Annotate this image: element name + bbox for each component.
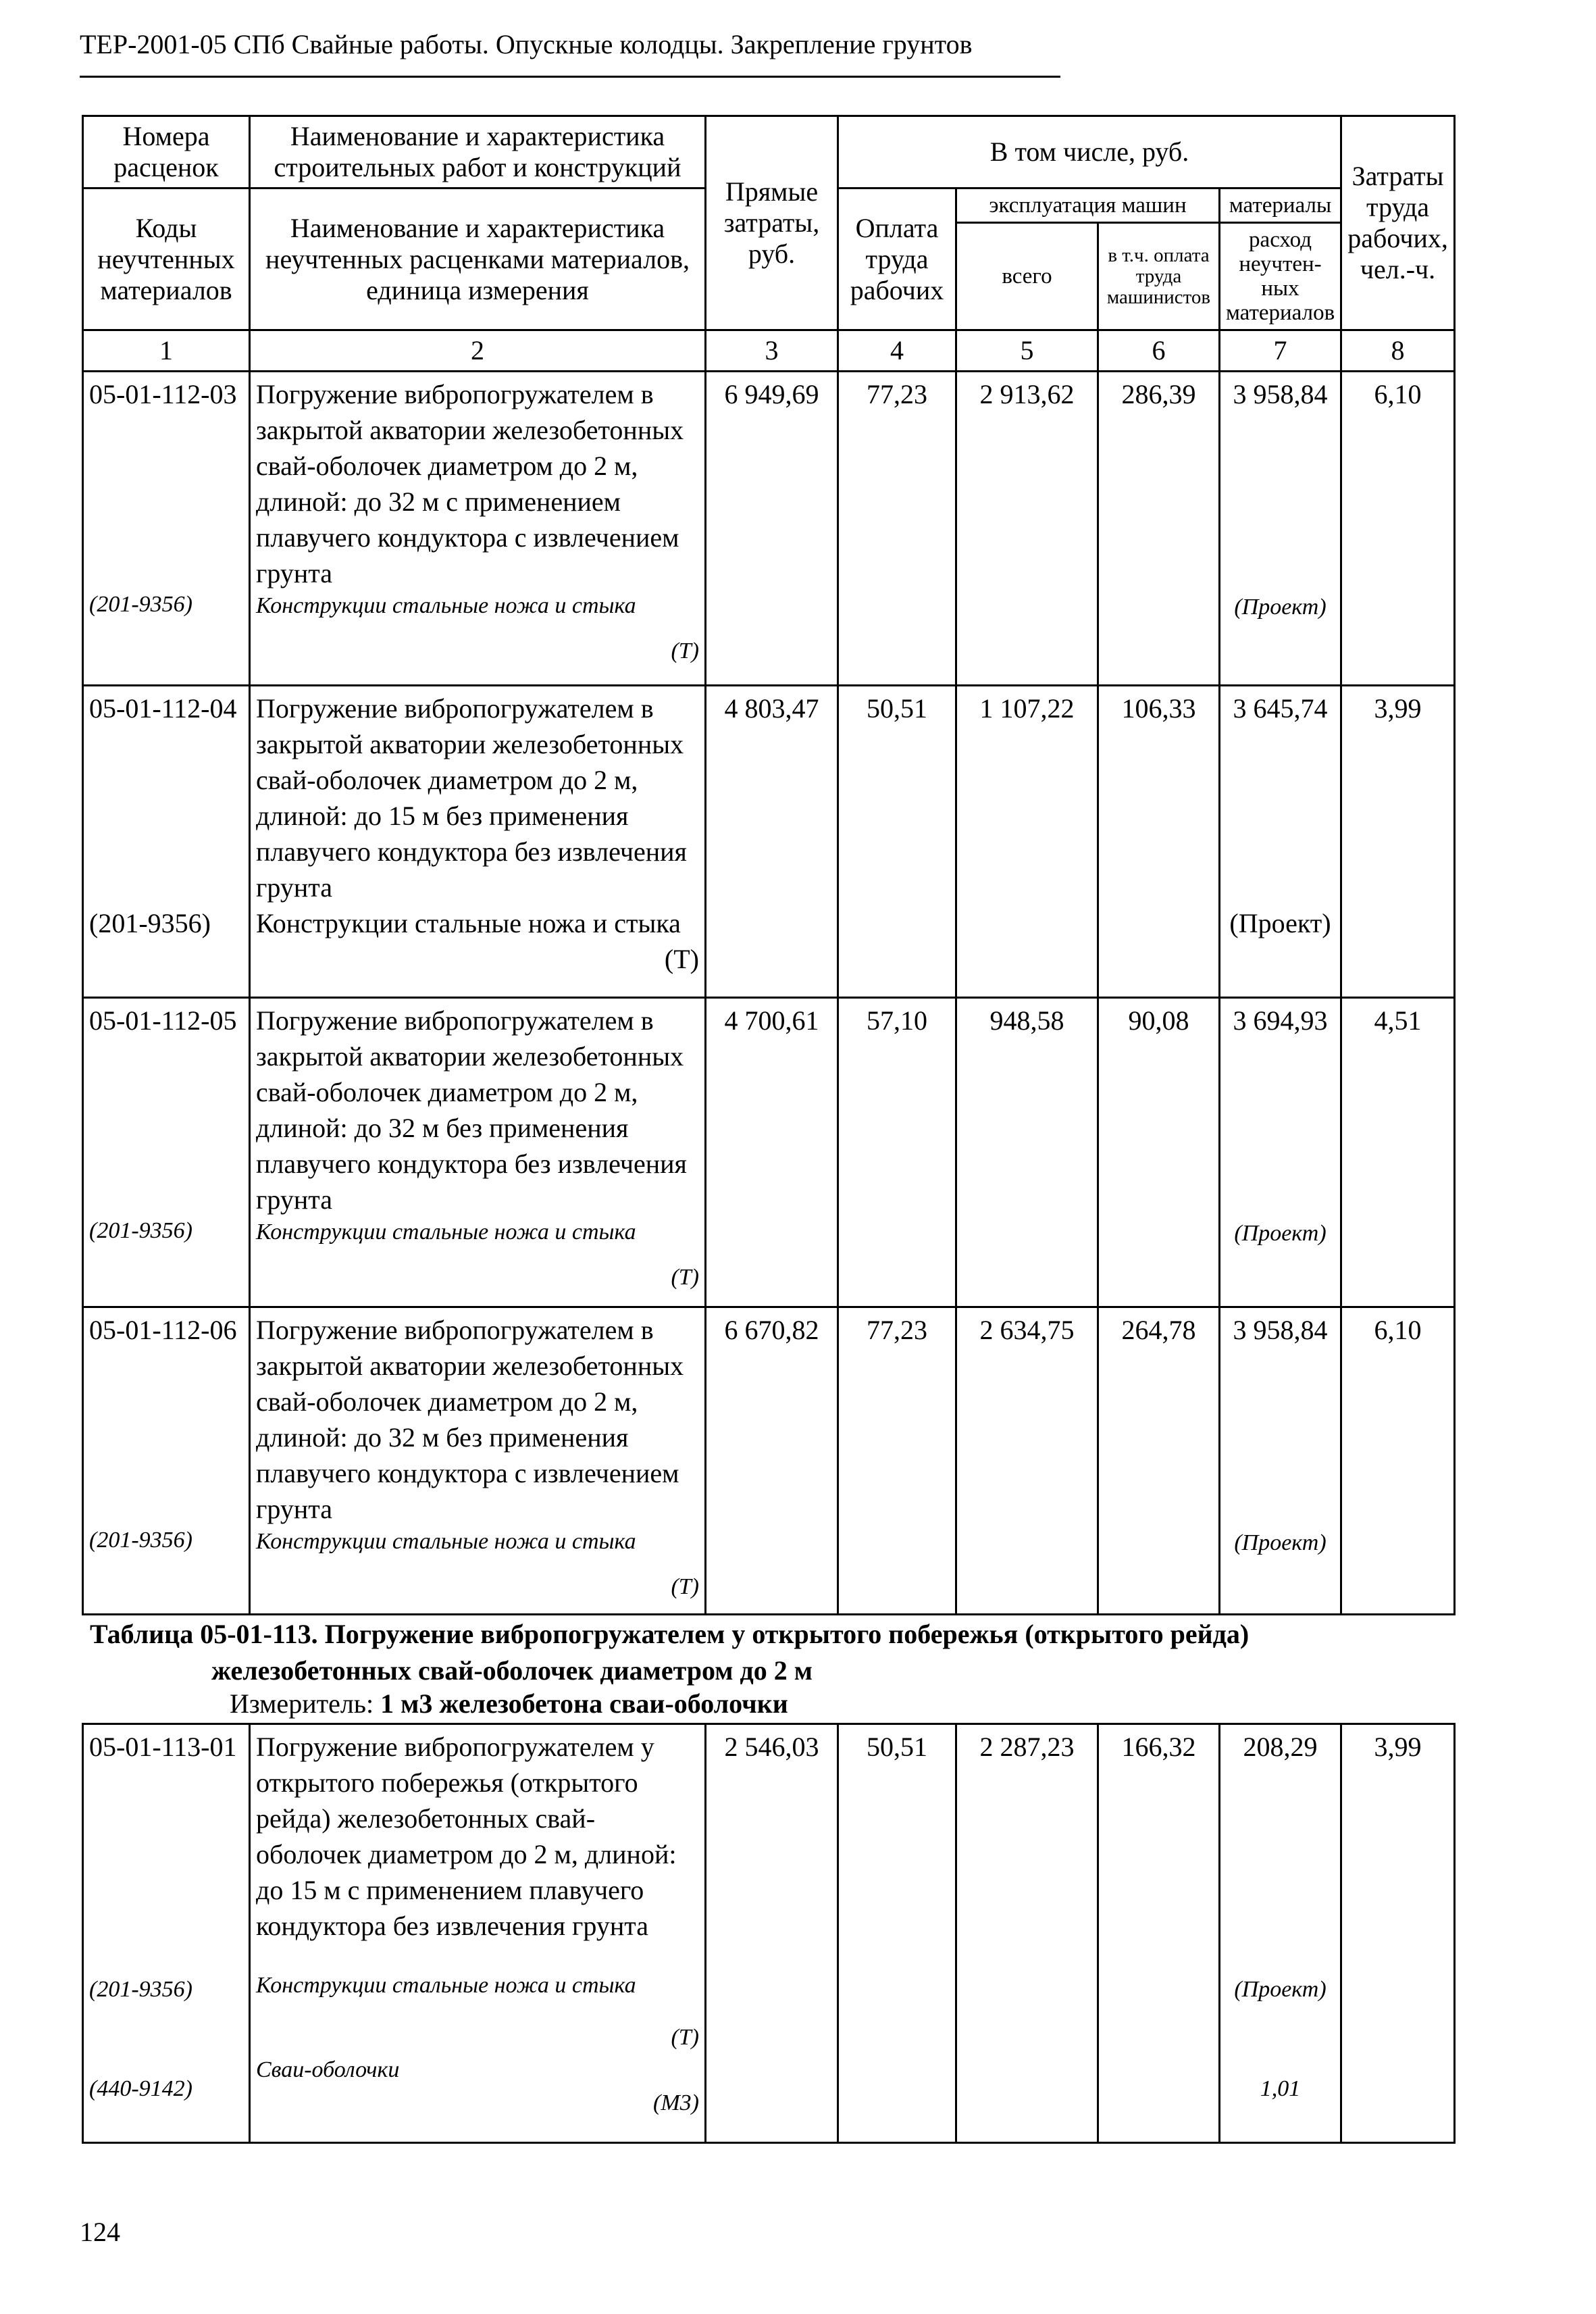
material-unit: (Т): [671, 1265, 699, 1290]
work-description: [250, 1724, 706, 2143]
work-name: Погружение вибропогружателем в закрытой акватории железобетонных свай-оболочек диаметром до 2 м, длиной: до 15 м без применения плавучего кондуктора без извлечения грунта: [256, 693, 687, 903]
work-description: [250, 1307, 706, 1615]
measure-value: 1 м3 железобетона сваи-оболочки: [380, 1688, 788, 1719]
col-number-8: 8: [1341, 330, 1455, 372]
work-name: Погружение вибропогружателем в закрытой акватории железобетонных свай-оболочек диаметром до 2 м, длиной: до 32 м с применением плавучего кондуктора с извлечением грунта: [256, 379, 684, 588]
col-number-5: 5: [956, 330, 1098, 372]
operator-pay-value: 286,39: [1098, 372, 1220, 686]
operator-pay-value: 166,32: [1098, 1724, 1220, 2143]
rates-table-112: [82, 370, 1456, 1615]
col-material-names: Наименование и характеристика неучтенных расценками материалов, единица измерения: [250, 188, 706, 330]
material-name: Конструкции стальные ножа и стыка: [256, 593, 636, 618]
col-number-7: 7: [1220, 330, 1341, 372]
material-name: Конструкции стальные ножа и стыка: [256, 1219, 636, 1244]
materials-value: 3 958,84: [1233, 1315, 1328, 1345]
materials-cell: [1220, 372, 1341, 686]
material-name: Конструкции стальные ножа и стыка: [256, 908, 681, 938]
labor-hours-value: 6,10: [1341, 1307, 1455, 1615]
materials-value: 3 958,84: [1233, 379, 1328, 409]
table-row: [83, 1724, 1455, 2143]
work-name: Погружение вибропогружателем в закрытой акватории железобетонных свай-оболочек диаметром до 2 м, длиной: до 32 м без применения плавучего кондуктора с извлечением грунта: [256, 1315, 684, 1524]
material-amount: (Проект): [1229, 908, 1331, 938]
material-name: Конструкции стальные ножа и стыка: [256, 1529, 636, 1554]
operator-pay-value: 264,78: [1098, 1307, 1220, 1615]
column-header-table: [82, 115, 1456, 372]
rate-code: [83, 686, 250, 998]
materials-value: 3 645,74: [1233, 693, 1328, 724]
direct-costs-value: 6 670,82: [706, 1307, 838, 1615]
materials-value: 208,29: [1243, 1732, 1318, 1762]
rate-code: [83, 1724, 250, 2143]
header-rule: [80, 76, 1060, 78]
labor-pay-value: 57,10: [838, 998, 956, 1307]
machines-total-value: 2 634,75: [956, 1307, 1098, 1615]
work-name: Погружение вибропогружателем у открытого побережья (открытого рейда) железобетонных свай-оболочек диаметром до 2 м, длиной: до 15 м с применением плавучего кондуктора без извлечения грунта: [256, 1732, 677, 1941]
table-row: [83, 686, 1455, 998]
rate-code: [83, 372, 250, 686]
running-header: ТЕР-2001-05 СПб Свайные работы. Опускные колодцы. Закрепление грунтов: [80, 29, 973, 59]
machines-total-value: 1 107,22: [956, 686, 1098, 998]
col-machine-operation: эксплуатация машин: [956, 188, 1220, 223]
col-materials: материалы: [1220, 188, 1341, 223]
materials-cell: [1220, 998, 1341, 1307]
material-amount: (Проект): [1234, 595, 1327, 620]
material-code: (201-9356): [89, 1218, 192, 1243]
rate-code-text: 05-01-112-04: [89, 693, 237, 724]
rate-code: [83, 1307, 250, 1615]
machines-total-value: 2 287,23: [956, 1724, 1098, 2143]
col-number-2: 2: [250, 330, 706, 372]
material-amount: (Проект): [1234, 1530, 1327, 1555]
col-number-4: 4: [838, 330, 956, 372]
material-unit: (М3): [653, 2090, 699, 2115]
labor-pay-value: 77,23: [838, 1307, 956, 1615]
col-material-codes: Коды неучтенных материалов: [83, 188, 250, 330]
rate-code-text: 05-01-113-01: [89, 1732, 237, 1762]
work-description: [250, 686, 706, 998]
col-number-1: 1: [83, 330, 250, 372]
col-labor-costs: Затраты труда рабочих, чел.-ч.: [1341, 116, 1455, 330]
materials-cell: [1220, 1724, 1341, 2143]
labor-pay-value: 50,51: [838, 1724, 956, 2143]
materials-cell: [1220, 686, 1341, 998]
material-amount: 1,01: [1260, 2076, 1301, 2101]
work-description: [250, 998, 706, 1307]
table-row: [83, 372, 1455, 686]
direct-costs-value: 4 803,47: [706, 686, 838, 998]
material-name: Конструкции стальные ножа и стыка: [256, 1973, 636, 1998]
material-name: Сваи-оболочки: [256, 2057, 400, 2082]
rates-table-113: [82, 1723, 1456, 2144]
material-code: (201-9356): [89, 908, 211, 938]
labor-hours-value: 4,51: [1341, 998, 1455, 1307]
material-unit: (Т): [664, 944, 699, 974]
material-code: (201-9356): [89, 1528, 192, 1553]
rate-code-text: 05-01-112-06: [89, 1315, 237, 1345]
operator-pay-value: 106,33: [1098, 686, 1220, 998]
direct-costs-value: 2 546,03: [706, 1724, 838, 2143]
col-work-name: Наименование и характеристика строительных работ и конструкций: [250, 116, 706, 188]
material-unit: (Т): [671, 1574, 699, 1599]
rate-code-text: 05-01-112-03: [89, 379, 237, 409]
col-including: В том числе, руб.: [838, 116, 1341, 188]
material-amount: (Проект): [1234, 1977, 1327, 2002]
measure-label: Измеритель:: [230, 1688, 374, 1719]
labor-hours-value: 6,10: [1341, 372, 1455, 686]
table-row: [83, 1307, 1455, 1615]
operator-pay-value: 90,08: [1098, 998, 1220, 1307]
col-machines-total: всего: [956, 223, 1098, 330]
material-amount: (Проект): [1234, 1221, 1327, 1246]
col-number-6: 6: [1098, 330, 1220, 372]
machines-total-value: 948,58: [956, 998, 1098, 1307]
table-title: [90, 1616, 1249, 1689]
labor-pay-value: 50,51: [838, 686, 956, 998]
col-number-3: 3: [706, 330, 838, 372]
material-code: (201-9356): [89, 592, 192, 617]
labor-hours-value: 3,99: [1341, 1724, 1455, 2143]
work-name: Погружение вибропогружателем в закрытой акватории железобетонных свай-оболочек диаметром до 2 м, длиной: до 32 м без применения плавучего кондуктора без извлечения грунта: [256, 1005, 687, 1215]
measure-unit: [230, 1686, 788, 1721]
direct-costs-value: 4 700,61: [706, 998, 838, 1307]
col-rate-number: Номера расценок: [83, 116, 250, 188]
material-unit: (Т): [671, 638, 699, 663]
table-title-line-2: железобетонных свай-оболочек диаметром до 2 м: [211, 1655, 813, 1686]
work-description: [250, 372, 706, 686]
col-labor-pay: Оплата труда рабочих: [838, 188, 956, 330]
rate-code: [83, 998, 250, 1307]
table-row: [83, 998, 1455, 1307]
table-title-line-1: Таблица 05-01-113. Погружение вибропогружателем у открытого побережья (открытого рейда): [90, 1619, 1250, 1649]
rate-code-text: 05-01-112-05: [89, 1005, 237, 1036]
labor-hours-value: 3,99: [1341, 686, 1455, 998]
direct-costs-value: 6 949,69: [706, 372, 838, 686]
labor-pay-value: 77,23: [838, 372, 956, 686]
material-code: (440-9142): [89, 2076, 192, 2101]
materials-value: 3 694,93: [1233, 1005, 1328, 1036]
material-unit: (Т): [671, 2025, 699, 2050]
page-number: 124: [80, 2217, 120, 2247]
col-direct-costs: Прямые затраты, руб.: [706, 116, 838, 330]
materials-cell: [1220, 1307, 1341, 1615]
col-unaccounted-materials: расход неучтен-ных материалов: [1220, 223, 1341, 330]
col-operator-pay: в т.ч. оплата труда машинистов: [1098, 223, 1220, 330]
machines-total-value: 2 913,62: [956, 372, 1098, 686]
material-code: (201-9356): [89, 1977, 192, 2002]
